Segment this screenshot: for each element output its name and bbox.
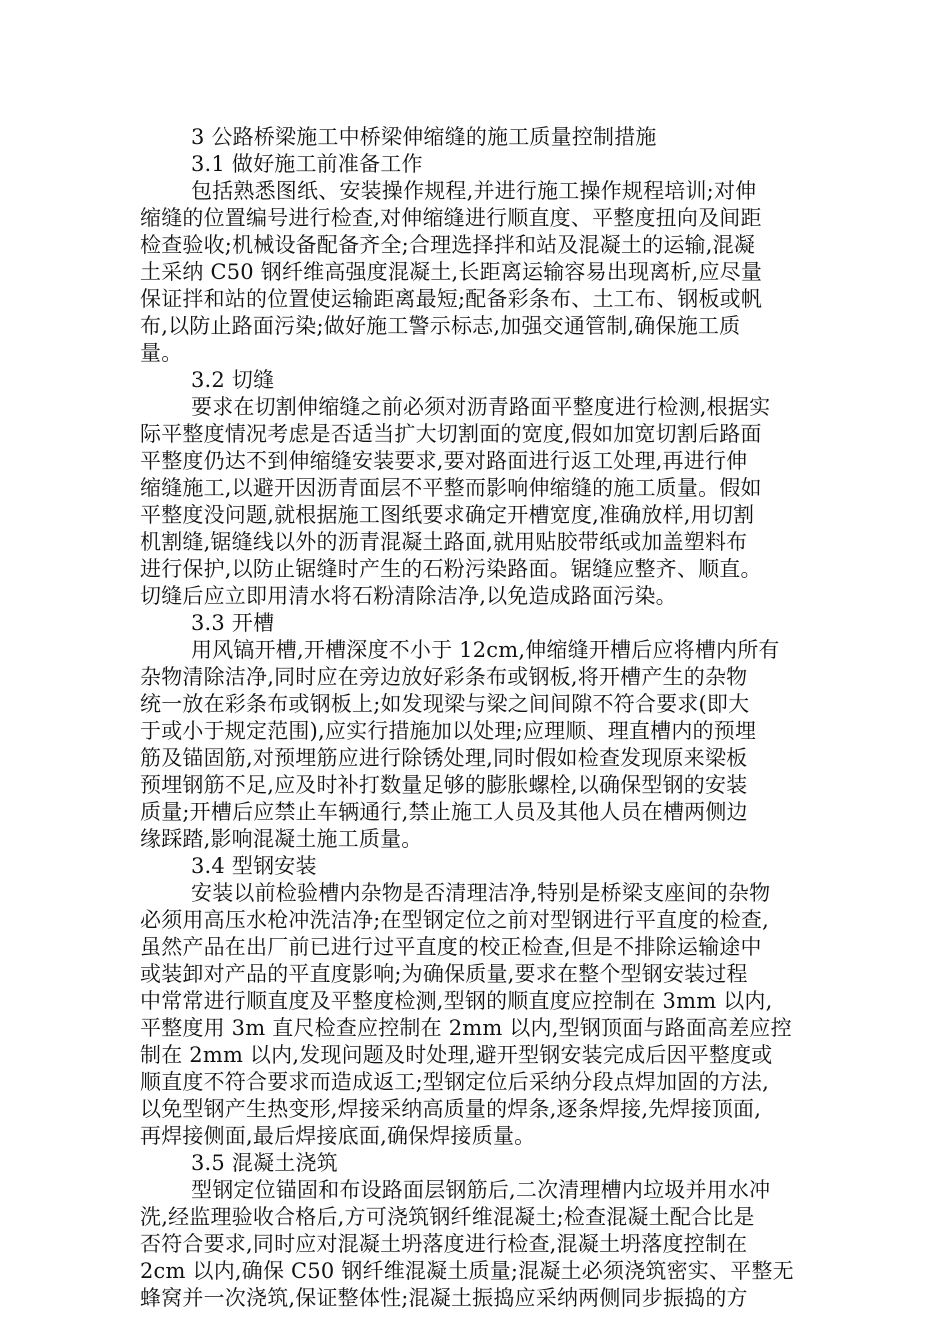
document-page (140, 124, 812, 1312)
paragraph-line: 或装卸对产品的平直度影响;为确保质量,要求在整个型钢安装过程 (140, 962, 748, 986)
paragraph-line: 蜂窝并一次浇筑,保证整体性;混凝土振捣应采纳两侧同步振捣的方 (140, 1286, 748, 1310)
paragraph-line: 量。 (140, 341, 183, 365)
paragraph-line: 缩缝施工,以避开因沥青面层不平整而影响伸缩缝的施工质量。假如 (140, 476, 762, 500)
paragraph-line: 洗,经监理验收合格后,方可浇筑钢纤维混凝土;检查混凝土配合比是 (140, 1205, 755, 1229)
paragraph-line: 进行保护,以防止锯缝时产生的石粉污染路面。锯缝应整齐、顺直。 (140, 557, 762, 581)
paragraph-line: 缩缝的位置编号进行检查,对伸缩缝进行顺直度、平整度扭向及间距 (140, 206, 762, 230)
paragraph-line: 制在 2mm 以内,发现问题及时处理,避开型钢安装完成后因平整度或 (140, 1043, 773, 1067)
paragraph-line: 平整度没问题,就根据施工图纸要求确定开槽宽度,准确放样,用切割 (140, 503, 755, 527)
paragraph-line: 土采纳 C50 钢纤维高强度混凝土,长距离运输容易出现离析,应尽量 (140, 260, 763, 284)
paragraph-line: 必须用高压水枪冲洗洁净;在型钢定位之前对型钢进行平直度的检查, (140, 908, 769, 932)
paragraph-line: 检查验收;机械设备配备齐全;合理选择拌和站及混凝土的运输,混凝 (140, 233, 756, 257)
paragraph-line: 平整度用 3m 直尺检查应控制在 2mm 以内,型钢顶面与路面高差应控 (140, 1016, 792, 1040)
paragraph-line: 安装以前检验槽内杂物是否清理洁净,特别是桥梁支座间的杂物 (191, 881, 771, 905)
paragraph-line: 虽然产品在出厂前已进行过平直度的校正检查,但是不排除运输途中 (140, 935, 762, 959)
paragraph-line: 缘踩踏,影响混凝土施工质量。 (140, 827, 423, 851)
paragraph-line: 否符合要求,同时应对混凝土坍落度进行检查,混凝土坍落度控制在 (140, 1232, 748, 1256)
paragraph-line: 包括熟悉图纸、安装操作规程,并进行施工操作规程培训;对伸 (191, 179, 757, 203)
paragraph-line: 布,以防止路面污染;做好施工警示标志,加强交通管制,确保施工质 (140, 314, 741, 338)
section-heading: 3 公路桥梁施工中桥梁伸缩缝的施工质量控制措施 (191, 125, 657, 149)
section-heading: 3.2 切缝 (191, 368, 275, 392)
section-heading: 3.1 做好施工前准备工作 (191, 152, 423, 176)
paragraph-line: 顺直度不符合要求而造成返工;型钢定位后采纳分段点焊加固的方法, (140, 1070, 769, 1094)
paragraph-line: 杂物清除洁净,同时应在旁边放好彩条布或钢板,将开槽产生的杂物 (140, 665, 748, 689)
paragraph-line: 际平整度情况考虑是否适当扩大切割面的宽度,假如加宽切割后路面 (140, 422, 762, 446)
paragraph-line: 平整度仍达不到伸缩缝安装要求,要对路面进行返工处理,再进行伸 (140, 449, 748, 473)
section-heading: 3.4 型钢安装 (191, 854, 317, 878)
paragraph-line: 于或小于规定范围),应实行措施加以处理;应理顺、理直槽内的预埋 (140, 719, 757, 743)
paragraph-line: 2cm 以内,确保 C50 钢纤维混凝土质量;混凝土必须浇筑密实、平整无 (140, 1259, 794, 1283)
paragraph-line: 保证拌和站的位置使运输距离最短;配备彩条布、土工布、钢板或帆 (140, 287, 763, 311)
paragraph-line: 质量;开槽后应禁止车辆通行,禁止施工人员及其他人员在槽两侧边 (140, 800, 748, 824)
paragraph-line: 统一放在彩条布或钢板上;如发现梁与梁之间间隙不符合要求(即大 (140, 692, 750, 716)
section-heading: 3.3 开槽 (191, 611, 275, 635)
paragraph-line: 型钢定位锚固和布设路面层钢筋后,二次清理槽内垃圾并用水冲 (191, 1178, 771, 1202)
paragraph-line: 切缝后应立即用清水将石粉清除洁净,以免造成路面污染。 (140, 584, 677, 608)
paragraph-line: 以免型钢产生热变形,焊接采纳高质量的焊条,逐条焊接,先焊接顶面, (140, 1097, 762, 1121)
paragraph-line: 再焊接侧面,最后焊接底面,确保焊接质量。 (140, 1124, 536, 1148)
section-heading: 3.5 混凝土浇筑 (191, 1151, 338, 1175)
paragraph-line: 中常常进行顺直度及平整度检测,型钢的顺直度应控制在 3mm 以内, (140, 989, 773, 1013)
paragraph-line: 预埋钢筋不足,应及时补打数量足够的膨胀螺栓,以确保型钢的安装 (140, 773, 748, 797)
paragraph-line: 用风镐开槽,开槽深度不小于 12cm,伸缩缝开槽后应将槽内所有 (191, 638, 780, 662)
paragraph-line: 筋及锚固筋,对预埋筋应进行除锈处理,同时假如检查发现原来梁板 (140, 746, 748, 770)
paragraph-line: 机割缝,锯缝线以外的沥青混凝土路面,就用贴胶带纸或加盖塑料布 (140, 530, 748, 554)
paragraph-line: 要求在切割伸缩缝之前必须对沥青路面平整度进行检测,根据实 (191, 395, 771, 419)
